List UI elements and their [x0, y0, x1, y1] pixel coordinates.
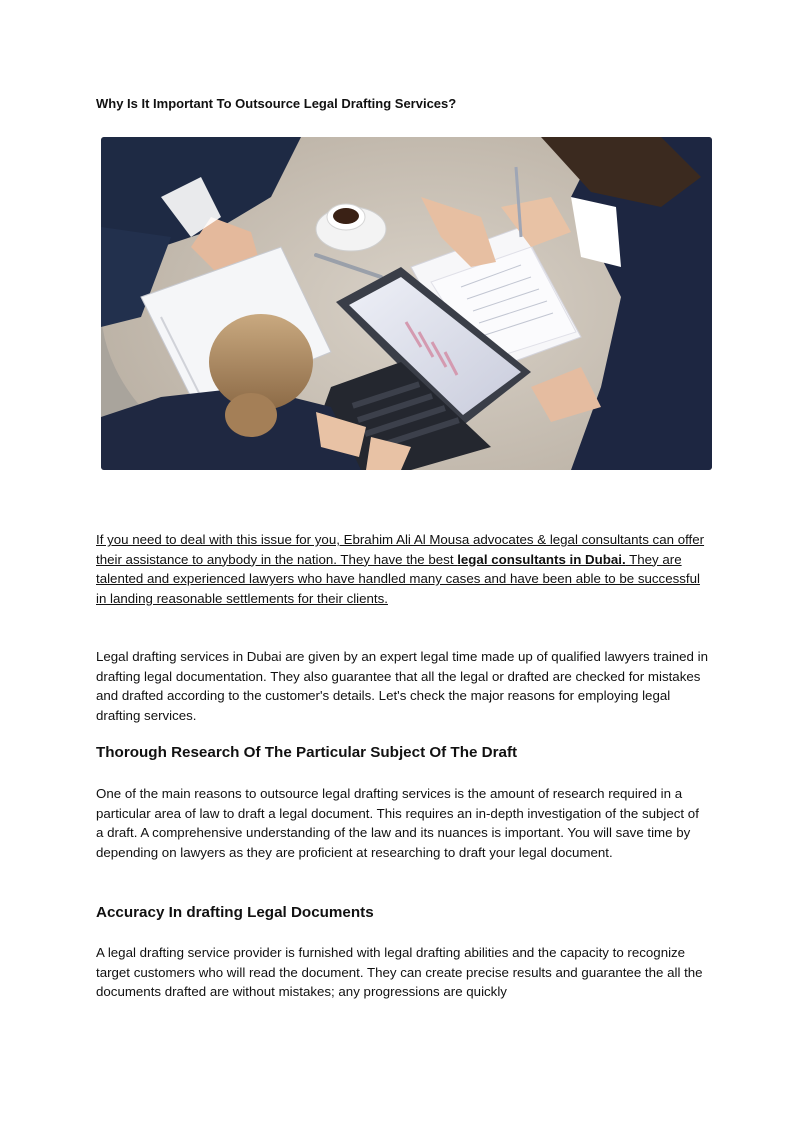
meeting-photo	[101, 137, 712, 470]
intro-paragraph	[96, 530, 708, 608]
legal-consultants-link[interactable]: legal consultants in Dubai.	[457, 551, 626, 567]
intro-text-before: If you need to deal with this issue for you, Ebrahim Ali Al Mousa advocates & legal consultants can offer their assistance to anybody in the nation. They have the best	[96, 532, 705, 567]
document-title: Why Is It Important To Outsource Legal Drafting Services?	[96, 96, 457, 111]
paragraph-thorough-research: One of the main reasons to outsource legal drafting services is the amount of research required in a particular area of law to draft a legal document. This requires an in-depth investigation of the subject of a draft. A comprehensive understanding of the law and its nuances is important. You will save time by depending on lawyers as they are proficient at researching to draft your legal document.	[96, 786, 699, 860]
paragraph-legal-drafting: Legal drafting services in Dubai are given by an expert legal time made up of qualified lawyers trained in drafting legal documentation. They also guarantee that all the legal or drafted are checked for mistakes and drafted according to the customer's details. Let's check the major reasons for employing legal drafting services.	[96, 649, 709, 723]
heading-thorough-research: Thorough Research Of The Particular Subject Of The Draft	[96, 744, 518, 761]
paragraph-accuracy: A legal drafting service provider is furnished with legal drafting abilities and the capacity to recognize target customers who will read the document. They can create precise results and guarantee the all the documents drafted are without mistakes; any progressions are quickly	[96, 945, 703, 999]
intro-text-after: They are talented and experienced lawyers who have handled many cases and have been able to be successful in landing reasonable settlements for their clients.	[96, 551, 700, 606]
heading-accuracy: Accuracy In drafting Legal Documents	[96, 904, 374, 921]
intro-link[interactable]	[96, 532, 704, 606]
